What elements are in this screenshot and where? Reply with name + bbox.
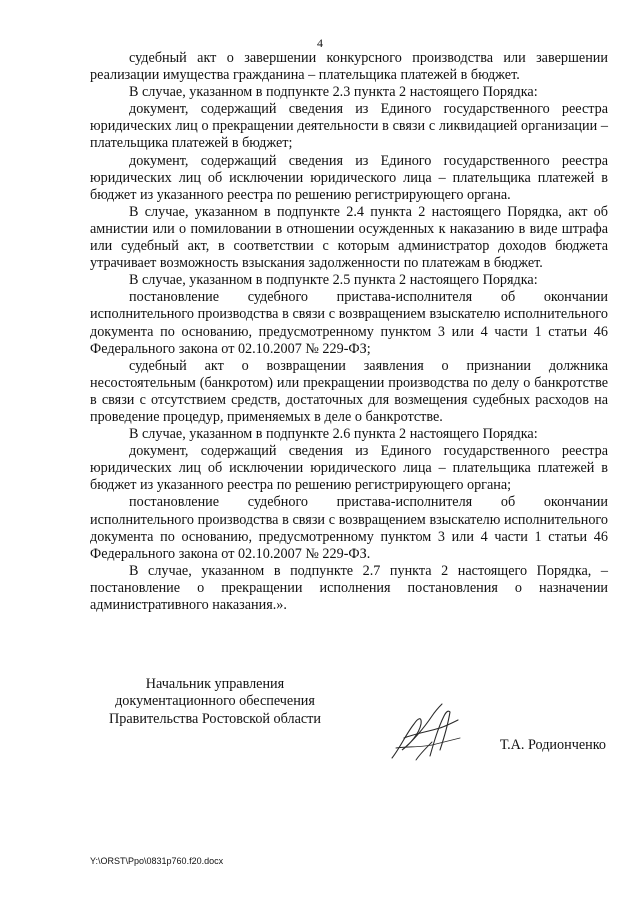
signer-title-line-1: Начальник управления	[145, 676, 285, 692]
paragraph-case-2-6-heading: В случае, указанном в подпункте 2.6 пункта 2 настоящего Порядка:	[129, 426, 538, 443]
page-number: 4	[317, 36, 323, 50]
signature-block	[90, 676, 608, 766]
paragraph-court-act-bankruptcy-return: судебный акт о возвращении заявления о признании должника несостоятельным (банкротом) или прекращении производства по делу о банкротстве в связи с отсутствием средств, достаточных для возмещения судебных расходов на проведение процедур, применяемых в деле о банкротстве.	[90, 357, 608, 425]
paragraph-egrul-liquidation: документ, содержащий сведения из Единого государственного реестра юридических лиц о прекращении деятельности в связи с ликвидацией организации – плательщика платежей в бюджет;	[90, 101, 608, 152]
paragraph-case-2-4: В случае, указанном в подпункте 2.4 пункта 2 настоящего Порядка, акт об амнистии или о помиловании в отношении осужденных к наказанию в виде штрафа или судебный акт, в соответствии с которым администратор доходов бюджета утрачивает возможность взыскания задолженности по платежам в бюджет.	[90, 203, 608, 272]
paragraph-case-2-7: В случае, указанном в подпункте 2.7 пункта 2 настоящего Порядка, – постановление о прекращении исполнения постановления о назначении административного наказания.».	[90, 562, 608, 613]
document-body	[90, 50, 608, 614]
paragraph-case-2-5-heading: В случае, указанном в подпункте 2.5 пункта 2 настоящего Порядка:	[129, 272, 538, 289]
handwritten-signature	[386, 698, 466, 768]
paragraph-court-act-bankruptcy-completion: судебный акт о завершении конкурсного производства или завершении реализации имущества гражданина – плательщика платежей в бюджет.	[90, 50, 608, 84]
paragraph-case-2-3-heading: В случае, указанном в подпункте 2.3 пункта 2 настоящего Порядка:	[129, 84, 538, 101]
paragraph-egrul-exclusion-2: документ, содержащий сведения из Единого государственного реестра юридических лиц об исключении юридического лица – плательщика платежей в бюджет из указанного реестра по решению регистрирующего органа;	[90, 443, 608, 494]
signer-title	[90, 676, 340, 728]
signer-name: Т.А. Родионченко	[499, 737, 606, 753]
file-path: Y:\ORST\Ppo\0831p760.f20.docx	[90, 856, 224, 866]
signer-title-line-3: Правительства Ростовской области	[109, 710, 321, 727]
paragraph-bailiff-resolution-2: постановление судебного пристава-исполнителя об окончании исполнительного производства в связи с возвращением взыскателю исполнительного документа по основанию, предусмотренному пунктом 3 или 4 части 1 статьи 46 Федерального закона от 02.10.2007 № 229-ФЗ.	[90, 494, 608, 562]
paragraph-bailiff-resolution: постановление судебного пристава-исполнителя об окончании исполнительного производства в связи с возвращением взыскателю исполнительного документа по основанию, предусмотренному пунктом 3 или 4 части 1 статьи 46 Федерального закона от 02.10.2007 № 229-ФЗ;	[90, 289, 608, 357]
paragraph-egrul-exclusion: документ, содержащий сведения из Единого государственного реестра юридических лиц об исключении юридического лица – плательщика платежей в бюджет из указанного реестра по решению регистрирующего органа.	[90, 152, 608, 203]
signer-title-line-2: документационного обеспечения	[115, 693, 315, 710]
